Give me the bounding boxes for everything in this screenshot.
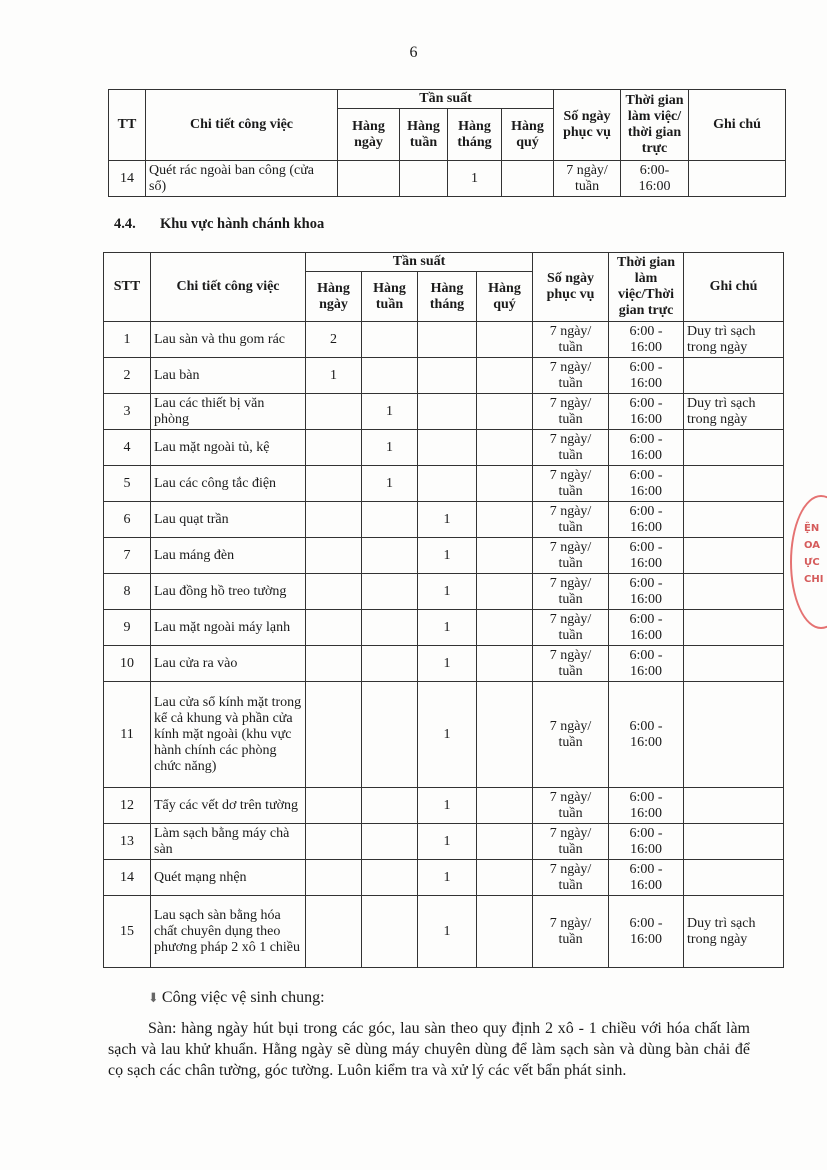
- row-number: 12: [104, 788, 151, 824]
- task-cell: Quét rác ngoài ban công (cửa sổ): [146, 161, 338, 197]
- monthly-cell: 1: [418, 574, 477, 610]
- quarterly-cell: [477, 610, 533, 646]
- header-time: Thời gian làm việc/ thời gian trực: [621, 90, 689, 161]
- monthly-cell: 1: [418, 788, 477, 824]
- days-cell: 7 ngày/ tuần: [533, 322, 609, 358]
- note-cell: [684, 610, 784, 646]
- header-frequency: Tần suất: [338, 90, 554, 109]
- days-cell: 7 ngày/ tuần: [533, 824, 609, 860]
- time-cell: 6:00 - 16:00: [609, 574, 684, 610]
- monthly-cell: 1: [418, 896, 477, 968]
- stamp-fragment-icon: ỆN OA ỰC CHI: [804, 523, 824, 585]
- time-cell: 6:00 - 16:00: [609, 610, 684, 646]
- note-cell: [684, 788, 784, 824]
- note-cell: [684, 358, 784, 394]
- general-heading-text: Công việc vệ sinh chung:: [161, 989, 325, 1006]
- time-cell: 6:00 - 16:00: [609, 430, 684, 466]
- quarterly-cell: [477, 394, 533, 430]
- note-cell: Duy trì sạch trong ngày: [684, 394, 784, 430]
- header-quarterly: Hàng quý: [477, 272, 533, 322]
- section-title: Khu vực hành chánh khoa: [160, 216, 325, 232]
- task-cell: Lau các công tắc điện: [151, 466, 306, 502]
- quarterly-cell: [477, 824, 533, 860]
- time-cell: 6:00 - 16:00: [609, 466, 684, 502]
- header-monthly: Hàng tháng: [418, 272, 477, 322]
- note-cell: [684, 860, 784, 896]
- page-number: 6: [409, 44, 418, 61]
- monthly-cell: 1: [418, 610, 477, 646]
- days-cell: 7 ngày/ tuần: [533, 646, 609, 682]
- weekly-cell: [362, 574, 418, 610]
- task-cell: Lau các thiết bị văn phòng: [151, 394, 306, 430]
- note-cell: [684, 538, 784, 574]
- weekly-cell: [362, 502, 418, 538]
- quarterly-cell: [477, 574, 533, 610]
- note-cell: [684, 466, 784, 502]
- weekly-cell: 1: [362, 466, 418, 502]
- header-days: Số ngày phục vụ: [554, 90, 621, 161]
- row-number: 7: [104, 538, 151, 574]
- time-cell: 6:00 - 16:00: [609, 788, 684, 824]
- monthly-cell: 1: [418, 538, 477, 574]
- daily-cell: [306, 430, 362, 466]
- weekly-cell: [362, 824, 418, 860]
- table-row: [104, 574, 784, 610]
- daily-cell: [306, 538, 362, 574]
- task-cell: Lau mặt ngoài tủ, kệ: [151, 430, 306, 466]
- daily-cell: [306, 574, 362, 610]
- note-cell: [684, 430, 784, 466]
- days-cell: 7 ngày/ tuần: [533, 682, 609, 788]
- time-cell: 6:00- 16:00: [621, 161, 689, 197]
- task-cell: Lau sạch sàn bằng hóa chất chuyên dụng theo phương pháp 2 xô 1 chiều: [151, 896, 306, 968]
- quarterly-cell: [477, 502, 533, 538]
- daily-cell: [306, 682, 362, 788]
- row-number: 5: [104, 466, 151, 502]
- monthly-cell: [418, 430, 477, 466]
- header-weekly: Hàng tuần: [362, 272, 418, 322]
- quarterly-cell: [477, 466, 533, 502]
- time-cell: 6:00 - 16:00: [609, 322, 684, 358]
- task-cell: Quét mạng nhện: [151, 860, 306, 896]
- days-cell: 7 ngày/ tuần: [554, 161, 621, 197]
- task-cell: Lau cửa sổ kính mặt trong kể cả khung và phần cửa kính mặt ngoài (khu vực hành chính các phòng chức năng): [151, 682, 306, 788]
- task-cell: Lau cửa ra vào: [151, 646, 306, 682]
- time-cell: 6:00 - 16:00: [609, 896, 684, 968]
- quarterly-cell: [477, 358, 533, 394]
- weekly-cell: [362, 646, 418, 682]
- section-heading: [114, 216, 324, 233]
- days-cell: 7 ngày/ tuần: [533, 610, 609, 646]
- table-row: [104, 824, 784, 860]
- monthly-cell: 1: [448, 161, 502, 197]
- weekly-cell: [362, 682, 418, 788]
- days-cell: 7 ngày/ tuần: [533, 860, 609, 896]
- days-cell: 7 ngày/ tuần: [533, 896, 609, 968]
- header-note: Ghi chú: [684, 253, 784, 322]
- row-number: 14: [109, 161, 146, 197]
- weekly-cell: [362, 788, 418, 824]
- note-cell: [689, 161, 786, 197]
- time-cell: 6:00 - 16:00: [609, 502, 684, 538]
- task-cell: Lau sàn và thu gom rác: [151, 322, 306, 358]
- weekly-cell: [362, 358, 418, 394]
- schedule-table-continued: [108, 89, 786, 197]
- general-paragraph: Sàn: hàng ngày hút bụi trong các góc, lau sàn theo quy định 2 xô - 1 chiều với hóa chất làm sạch và lau khử khuẩn. Hằng ngày sẽ dùng máy chuyên dùng để làm sạch sàn và dùng bàn chải để cọ sạch các chân tường, góc tường. Luôn kiểm tra và xử lý các vết bẩn phát sinh.: [108, 1020, 750, 1079]
- weekly-cell: 1: [362, 430, 418, 466]
- time-cell: 6:00 - 16:00: [609, 824, 684, 860]
- days-cell: 7 ngày/ tuần: [533, 358, 609, 394]
- table-row: [104, 466, 784, 502]
- note-cell: Duy trì sạch trong ngày: [684, 896, 784, 968]
- daily-cell: [306, 610, 362, 646]
- header-daily: Hàng ngày: [306, 272, 362, 322]
- row-number: 8: [104, 574, 151, 610]
- header-monthly: Hàng tháng: [448, 109, 502, 161]
- days-cell: 7 ngày/ tuần: [533, 574, 609, 610]
- weekly-cell: [362, 860, 418, 896]
- header-weekly: Hàng tuần: [400, 109, 448, 161]
- task-cell: Lau quạt trần: [151, 502, 306, 538]
- table-row: [104, 358, 784, 394]
- note-cell: [684, 502, 784, 538]
- row-number: 2: [104, 358, 151, 394]
- days-cell: 7 ngày/ tuần: [533, 502, 609, 538]
- monthly-cell: [418, 358, 477, 394]
- table-row: [109, 161, 786, 197]
- time-cell: 6:00 - 16:00: [609, 538, 684, 574]
- quarterly-cell: [477, 538, 533, 574]
- table-row: [104, 896, 784, 968]
- header-quarterly: Hàng quý: [502, 109, 554, 161]
- note-cell: [684, 824, 784, 860]
- table-row: [104, 538, 784, 574]
- row-number: 1: [104, 322, 151, 358]
- days-cell: 7 ngày/ tuần: [533, 430, 609, 466]
- header-note: Ghi chú: [689, 90, 786, 161]
- quarterly-cell: [477, 682, 533, 788]
- table-row: [104, 860, 784, 896]
- table-row: [104, 322, 784, 358]
- quarterly-cell: [477, 860, 533, 896]
- row-number: 15: [104, 896, 151, 968]
- daily-cell: [338, 161, 400, 197]
- time-cell: 6:00 - 16:00: [609, 358, 684, 394]
- quarterly-cell: [477, 788, 533, 824]
- row-number: 11: [104, 682, 151, 788]
- row-number: 3: [104, 394, 151, 430]
- row-number: 6: [104, 502, 151, 538]
- note-cell: [684, 682, 784, 788]
- time-cell: 6:00 - 16:00: [609, 860, 684, 896]
- arrow-bullet-icon: ⬇: [148, 990, 159, 1005]
- header-stt: STT: [104, 253, 151, 322]
- admin-area-schedule-table: [103, 252, 784, 968]
- header-detail: Chi tiết công việc: [151, 253, 306, 322]
- header-days: Số ngày phục vụ: [533, 253, 609, 322]
- row-number: 9: [104, 610, 151, 646]
- quarterly-cell: [477, 646, 533, 682]
- row-number: 10: [104, 646, 151, 682]
- note-cell: [684, 574, 784, 610]
- weekly-cell: [362, 896, 418, 968]
- time-cell: 6:00 - 16:00: [609, 394, 684, 430]
- daily-cell: [306, 896, 362, 968]
- table-row: [104, 682, 784, 788]
- monthly-cell: 1: [418, 502, 477, 538]
- table-row: [104, 610, 784, 646]
- time-cell: 6:00 - 16:00: [609, 646, 684, 682]
- header-time: Thời gian làm việc/Thời gian trực: [609, 253, 684, 322]
- row-number: 14: [104, 860, 151, 896]
- monthly-cell: 1: [418, 646, 477, 682]
- quarterly-cell: [477, 430, 533, 466]
- task-cell: Làm sạch bằng máy chà sàn: [151, 824, 306, 860]
- section-number: 4.4.: [114, 216, 136, 232]
- monthly-cell: 1: [418, 682, 477, 788]
- days-cell: 7 ngày/ tuần: [533, 538, 609, 574]
- daily-cell: [306, 502, 362, 538]
- note-cell: [684, 646, 784, 682]
- table-row: [104, 502, 784, 538]
- header-detail: Chi tiết công việc: [146, 90, 338, 161]
- daily-cell: 1: [306, 358, 362, 394]
- table-row: [104, 394, 784, 430]
- weekly-cell: [362, 538, 418, 574]
- daily-cell: [306, 788, 362, 824]
- daily-cell: [306, 394, 362, 430]
- daily-cell: [306, 860, 362, 896]
- weekly-cell: [400, 161, 448, 197]
- task-cell: Lau đồng hồ treo tường: [151, 574, 306, 610]
- header-tt: TT: [109, 90, 146, 161]
- days-cell: 7 ngày/ tuần: [533, 466, 609, 502]
- monthly-cell: [418, 466, 477, 502]
- weekly-cell: 1: [362, 394, 418, 430]
- monthly-cell: 1: [418, 860, 477, 896]
- daily-cell: [306, 824, 362, 860]
- daily-cell: [306, 466, 362, 502]
- days-cell: 7 ngày/ tuần: [533, 788, 609, 824]
- daily-cell: [306, 646, 362, 682]
- header-daily: Hàng ngày: [338, 109, 400, 161]
- general-heading: [148, 989, 325, 1007]
- monthly-cell: [418, 394, 477, 430]
- weekly-cell: [362, 610, 418, 646]
- task-cell: Lau máng đèn: [151, 538, 306, 574]
- table-row: [104, 788, 784, 824]
- note-cell: Duy trì sạch trong ngày: [684, 322, 784, 358]
- task-cell: Lau bàn: [151, 358, 306, 394]
- quarterly-cell: [502, 161, 554, 197]
- monthly-cell: 1: [418, 824, 477, 860]
- table-row: [104, 646, 784, 682]
- daily-cell: 2: [306, 322, 362, 358]
- header-frequency: Tần suất: [306, 253, 533, 272]
- quarterly-cell: [477, 322, 533, 358]
- quarterly-cell: [477, 896, 533, 968]
- row-number: 4: [104, 430, 151, 466]
- monthly-cell: [418, 322, 477, 358]
- time-cell: 6:00 - 16:00: [609, 682, 684, 788]
- task-cell: Lau mặt ngoài máy lạnh: [151, 610, 306, 646]
- task-cell: Tẩy các vết dơ trên tường: [151, 788, 306, 824]
- table-row: [104, 430, 784, 466]
- weekly-cell: [362, 322, 418, 358]
- row-number: 13: [104, 824, 151, 860]
- days-cell: 7 ngày/ tuần: [533, 394, 609, 430]
